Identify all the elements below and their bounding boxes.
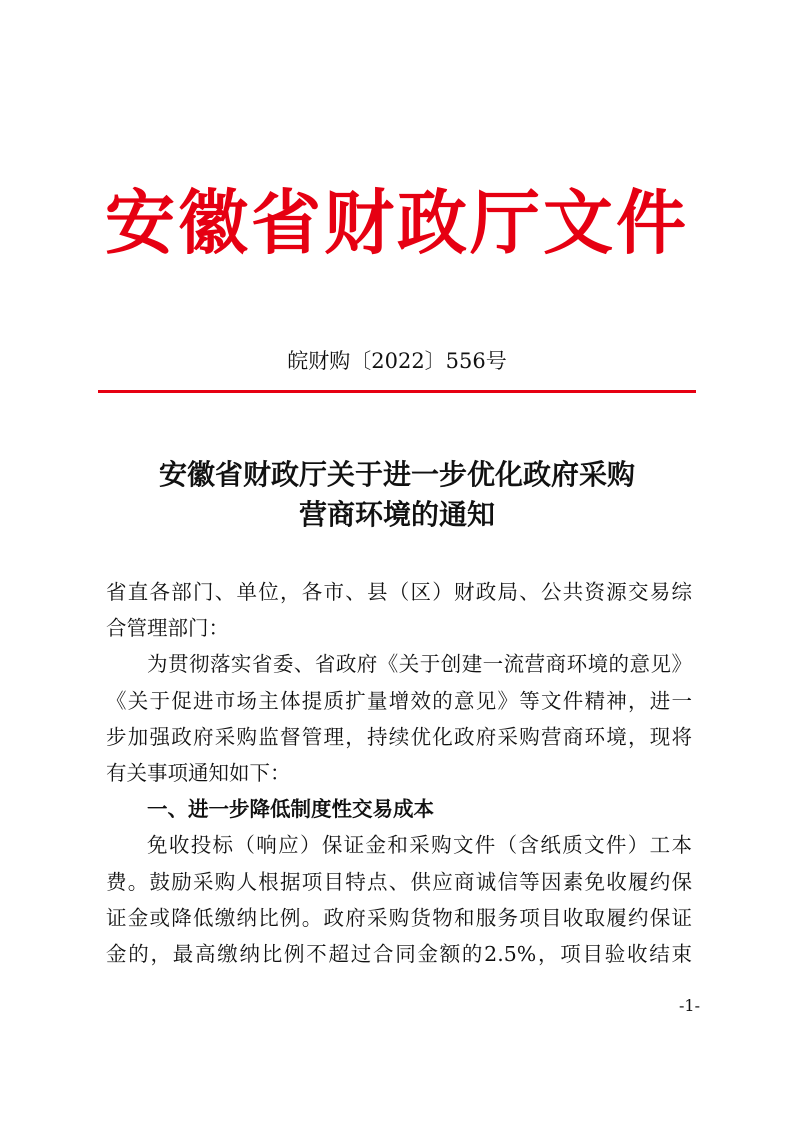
intro-paragraph-line: 步加强政府采购监督管理，持续优化政府采购营商环境，现将: [106, 724, 692, 749]
red-separator-rule: [98, 390, 696, 393]
issuing-authority-header: 安徽省财政厅文件: [105, 181, 689, 264]
section-paragraph-line: 费。鼓励采购人根据项目特点、供应商诚信等因素免收履约保: [106, 869, 692, 894]
section-paragraph-line: 免收投标（响应）保证金和采购文件（含纸质文件）工本: [147, 833, 692, 858]
section-paragraph-line: 金的，最高缴纳比例不超过合同金额的2.5%，项目验收结束: [106, 942, 692, 967]
recipients-line: 合管理部门：: [106, 616, 229, 641]
page-number: -1-: [679, 996, 700, 1015]
intro-paragraph-line: 为贯彻落实省委、省政府《关于创建一流营商环境的意见》: [147, 652, 692, 677]
document-title-line: 营商环境的通知: [298, 498, 495, 531]
section-heading: 一、进一步降低制度性交易成本: [147, 797, 434, 822]
section-paragraph-line: 证金或降低缴纳比例。政府采购货物和服务项目收取履约保证: [106, 905, 692, 930]
intro-paragraph-line: 有关事项通知如下：: [106, 761, 291, 786]
document-body: [106, 574, 692, 972]
document-title-line: 安徽省财政厅关于进一步优化政府采购: [158, 458, 635, 491]
intro-paragraph-line: 《关于促进市场主体提质扩量增效的意见》等文件精神，进一: [106, 688, 692, 713]
document-title: [98, 455, 696, 535]
document-number: 皖财购〔2022〕556号: [287, 349, 507, 373]
recipients-line: 省直各部门、单位，各市、县（区）财政局、公共资源交易综: [106, 580, 692, 604]
